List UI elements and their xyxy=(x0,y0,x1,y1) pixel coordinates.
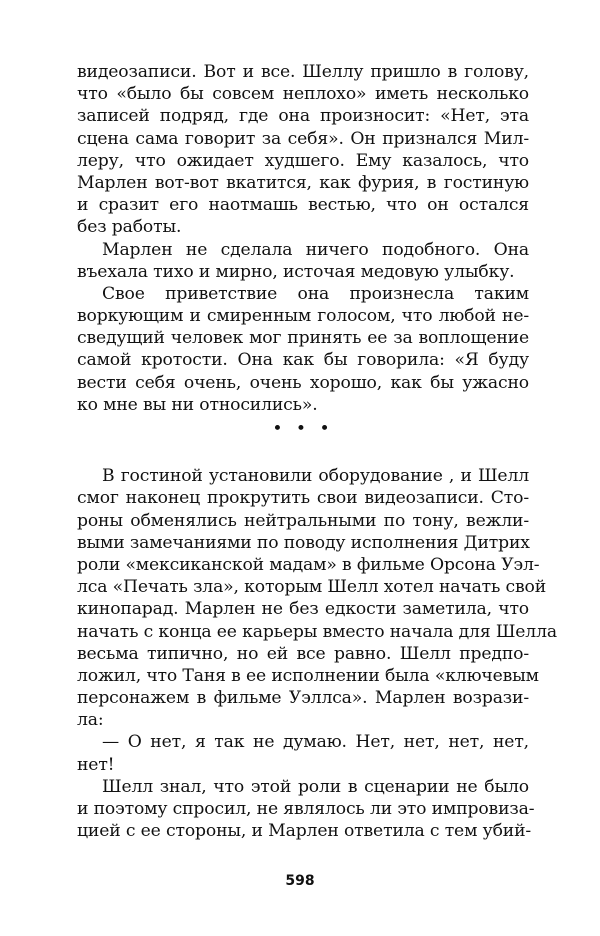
text-line: роли «мексиканской мадам» в фильме Орсона Уэл- xyxy=(77,554,540,575)
text-line: выми замечаниями по поводу исполнения Дитрих xyxy=(77,532,530,553)
text-line: лса «Печать зла», которым Шелл хотел начать свой xyxy=(77,577,547,598)
text-line: и сразит его наотмашь вестью, что он остался xyxy=(77,195,529,216)
text-line: ла: xyxy=(77,710,104,731)
text-line: без работы. xyxy=(77,217,182,238)
paragraph xyxy=(77,283,529,416)
text-line: Шелл знал, что этой роли в сценарии не было xyxy=(102,776,529,797)
text-line: ко мне вы ни относились». xyxy=(77,394,318,415)
text-line: цией с ее стороны, и Марлен ответила с тем убий- xyxy=(77,821,532,842)
text-line: Марлен вот-вот вкатится, как фурия, в гостиную xyxy=(77,172,529,193)
text-block-top xyxy=(77,61,529,416)
text-line: записей подряд, где она произносит: «Нет, эта xyxy=(77,106,529,127)
text-line: сцена сама говорит за себя». Он признался Мил- xyxy=(77,128,529,149)
paragraph xyxy=(77,239,529,283)
page-body xyxy=(77,61,557,842)
text-line: что «было бы совсем неплохо» иметь несколько xyxy=(77,84,529,105)
text-line: кинопарад. Марлен не без едкости заметила, что xyxy=(77,599,529,620)
text-line: самой кротости. Она как бы говорила: «Я буду xyxy=(77,350,529,371)
paragraph xyxy=(77,776,535,843)
paragraph xyxy=(77,61,529,239)
section-gap xyxy=(77,440,529,465)
text-line: начать с конца ее карьеры вместо начала для Шелла xyxy=(77,621,557,642)
paragraph xyxy=(77,465,557,731)
text-line: нет! xyxy=(77,754,115,775)
text-line: Свое приветствие она произнесла таким xyxy=(102,283,529,304)
text-line: персонажем в фильме Уэллса». Марлен возрази- xyxy=(77,688,529,709)
text-line: роны обменялись нейтральными по тону, вежли- xyxy=(77,510,529,531)
text-line: Марлен не сделала ничего подобного. Она xyxy=(102,239,529,260)
page-number: 598 xyxy=(285,873,315,889)
text-block-bottom xyxy=(77,465,557,842)
text-line: — О нет, я так не думаю. Нет, нет, нет, нет, xyxy=(102,732,529,753)
text-line: въехала тихо и мирно, источая медовую улыбку. xyxy=(77,261,515,282)
section-separator: • • • xyxy=(272,419,334,439)
paragraph xyxy=(77,731,529,775)
text-line: весьма типично, но ей все равно. Шелл предпо- xyxy=(77,643,529,664)
text-line: В гостиной установили оборудование , и Шелл xyxy=(102,466,529,487)
text-line: ложил, что Таня в ее исполнении была «ключевым xyxy=(77,665,539,686)
text-line: сведущий человек мог принять ее за воплощение xyxy=(77,328,529,349)
text-line: и поэтому спросил, не являлось ли это импровиза- xyxy=(77,799,535,819)
text-line: смог наконец прокрутить свои видеозаписи. Сто- xyxy=(77,488,529,509)
text-line: воркующим и смиренным голосом, что любой не- xyxy=(77,306,529,327)
text-line: вести себя очень, очень хорошо, как бы ужасно xyxy=(77,372,529,393)
text-line: леру, что ожидает худшего. Ему казалось, что xyxy=(77,150,529,171)
text-line: видеозаписи. Вот и все. Шеллу пришло в голову, xyxy=(77,62,529,82)
